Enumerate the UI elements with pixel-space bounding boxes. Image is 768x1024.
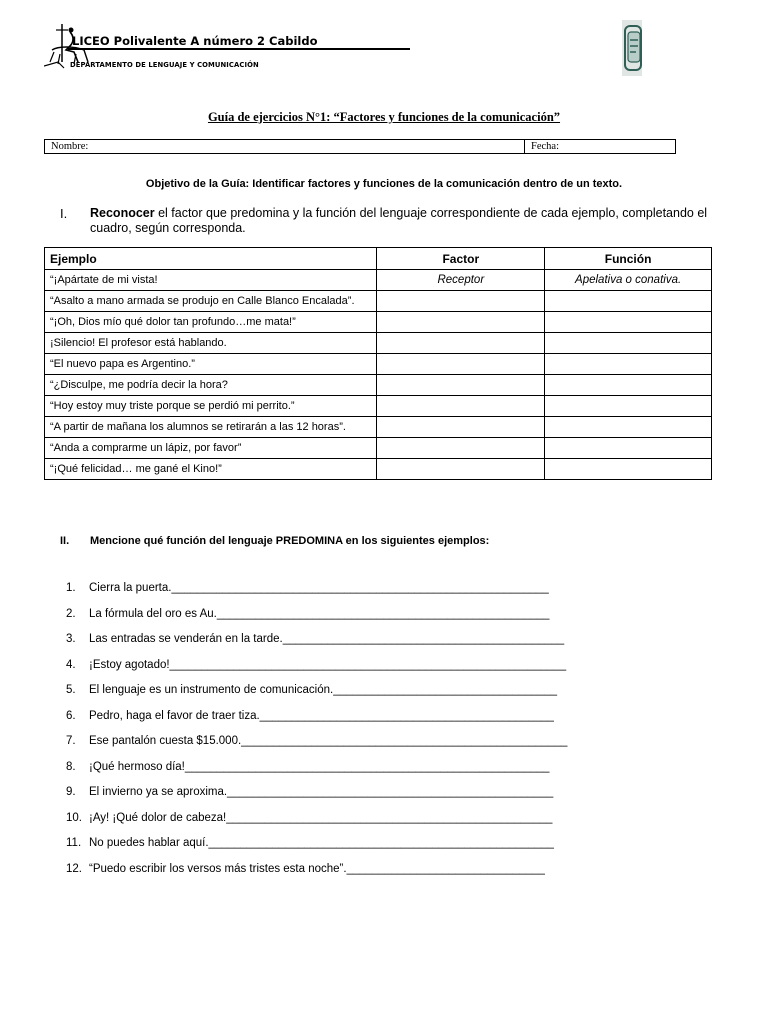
- exercise-table: [44, 247, 712, 480]
- example-cell: “Asalto a mano armada se produjo en Calle Blanco Encalada”.: [45, 291, 377, 312]
- factor-cell[interactable]: [377, 459, 545, 480]
- item-number: 5.: [66, 684, 76, 696]
- item-number: 9.: [66, 786, 76, 798]
- section-2-instruction: Mencione qué función del lenguaje PREDOMINA en los siguientes ejemplos:: [90, 535, 490, 547]
- table-row: [45, 270, 712, 291]
- table-row: [45, 417, 712, 438]
- table-row: [45, 438, 712, 459]
- section-1-instruction: [90, 206, 720, 236]
- table-row: [45, 312, 712, 333]
- item-text: El invierno ya se aproxima.___________________________________________________: [89, 786, 554, 798]
- table-row: [45, 396, 712, 417]
- table-header-row: [45, 248, 712, 270]
- item-number: 3.: [66, 633, 76, 645]
- name-field[interactable]: [45, 140, 525, 153]
- item-text: La fórmula del oro es Au.____________________________________________________: [89, 607, 550, 620]
- function-cell[interactable]: [545, 438, 712, 459]
- item-text: No puedes hablar aquí.______________________________________________________: [89, 837, 554, 849]
- function-cell[interactable]: [545, 396, 712, 417]
- date-label: Fecha:: [531, 141, 559, 152]
- item-text: ¡Estoy agotado!______________________________________________________________: [89, 658, 567, 671]
- item-number: 1.: [66, 582, 76, 594]
- item-text: Cierra la puerta.___________________________________________________________: [89, 582, 549, 594]
- section-1-instruction-text: el factor que predomina y la función del lenguaje correspondiente de cada ejemplo, completando el cuadro, según corresponda.: [90, 206, 708, 235]
- item-number: 10.: [66, 811, 82, 824]
- page-title: Guía de ejercicios N°1: “Factores y funciones de la comunicación”: [207, 110, 561, 124]
- item-text: ¡Qué hermoso día!_________________________________________________________: [89, 760, 550, 773]
- table-row: [45, 333, 712, 354]
- example-cell: “El nuevo papa es Argentino.”: [45, 354, 377, 375]
- table-row: [45, 375, 712, 396]
- item-number: 2.: [66, 607, 76, 620]
- department-name: DEPARTAMENTO DE LENGUAJE Y COMUNICACIÓN: [70, 61, 259, 69]
- item-text: Las entradas se venderán en la tarde.____________________________________________: [89, 633, 565, 645]
- function-cell[interactable]: [545, 375, 712, 396]
- example-cell: ¡Silencio! El profesor está hablando.: [45, 333, 377, 354]
- header-example: Ejemplo: [45, 248, 377, 270]
- function-cell[interactable]: [545, 333, 712, 354]
- item-number: 8.: [66, 760, 76, 773]
- item-number: 12.: [66, 862, 82, 875]
- factor-cell[interactable]: [377, 333, 545, 354]
- school-name: LICEO Polivalente A número 2 Cabildo: [72, 34, 318, 48]
- example-cell: “¡Qué felicidad… me gané el Kino!”: [45, 459, 377, 480]
- item-text: El lenguaje es un instrumento de comunicación.___________________________________: [89, 684, 558, 696]
- example-cell: “A partir de mañana los alumnos se retirarán a las 12 horas”.: [45, 417, 377, 438]
- table-row: [45, 459, 712, 480]
- factor-cell[interactable]: [377, 417, 545, 438]
- item-text: Pedro, haga el favor de traer tiza.______________________________________________: [89, 709, 554, 722]
- section-2-heading: [60, 535, 489, 547]
- factor-cell[interactable]: [377, 375, 545, 396]
- function-cell[interactable]: [545, 312, 712, 333]
- section-1-number: I.: [60, 206, 68, 221]
- example-cell: “¿Disculpe, me podría decir la hora?: [45, 375, 377, 396]
- factor-cell[interactable]: [377, 438, 545, 459]
- section-1-verb: Reconocer: [90, 206, 155, 220]
- example-cell: “¡Apártate de mi vista!: [45, 270, 377, 291]
- function-cell[interactable]: [545, 459, 712, 480]
- function-cell[interactable]: [545, 417, 712, 438]
- factor-cell[interactable]: [377, 354, 545, 375]
- objective-text: Objetivo de la Guía: Identificar factores y funciones de la comunicación dentro de un texto.: [145, 178, 623, 190]
- item-text: Ese pantalón cuesta $15.000.___________________________________________________: [89, 735, 568, 747]
- function-cell[interactable]: [545, 291, 712, 312]
- example-cell: “Anda a comprarme un lápiz, por favor”: [45, 438, 377, 459]
- date-field[interactable]: [525, 140, 675, 153]
- table-row: [45, 291, 712, 312]
- factor-cell[interactable]: [377, 396, 545, 417]
- student-info-box: [44, 139, 676, 154]
- item-text: ¡Ay! ¡Qué dolor de cabeza!___________________________________________________: [89, 811, 553, 824]
- item-text: “Puedo escribir los versos más tristes esta noche”._______________________________: [89, 862, 545, 875]
- insignia-icon: [622, 20, 642, 76]
- factor-cell[interactable]: Receptor: [377, 270, 545, 291]
- item-number: 7.: [66, 735, 76, 747]
- function-cell[interactable]: Apelativa o conativa.: [545, 270, 712, 291]
- factor-cell[interactable]: [377, 312, 545, 333]
- factor-cell[interactable]: [377, 291, 545, 312]
- header-divider: [68, 48, 410, 50]
- table-row: [45, 354, 712, 375]
- section-2-number: II.: [60, 535, 70, 547]
- function-cell[interactable]: [545, 354, 712, 375]
- item-number: 4.: [66, 658, 76, 671]
- header-factor: Factor: [377, 248, 545, 270]
- example-cell: “Hoy estoy muy triste porque se perdió mi perrito.”: [45, 396, 377, 417]
- name-label: Nombre:: [51, 141, 89, 152]
- example-cell: “¡Oh, Dios mío qué dolor tan profundo…me mata!”: [45, 312, 377, 333]
- item-number: 6.: [66, 709, 76, 722]
- header-function: Función: [545, 248, 712, 270]
- item-number: 11.: [66, 837, 82, 849]
